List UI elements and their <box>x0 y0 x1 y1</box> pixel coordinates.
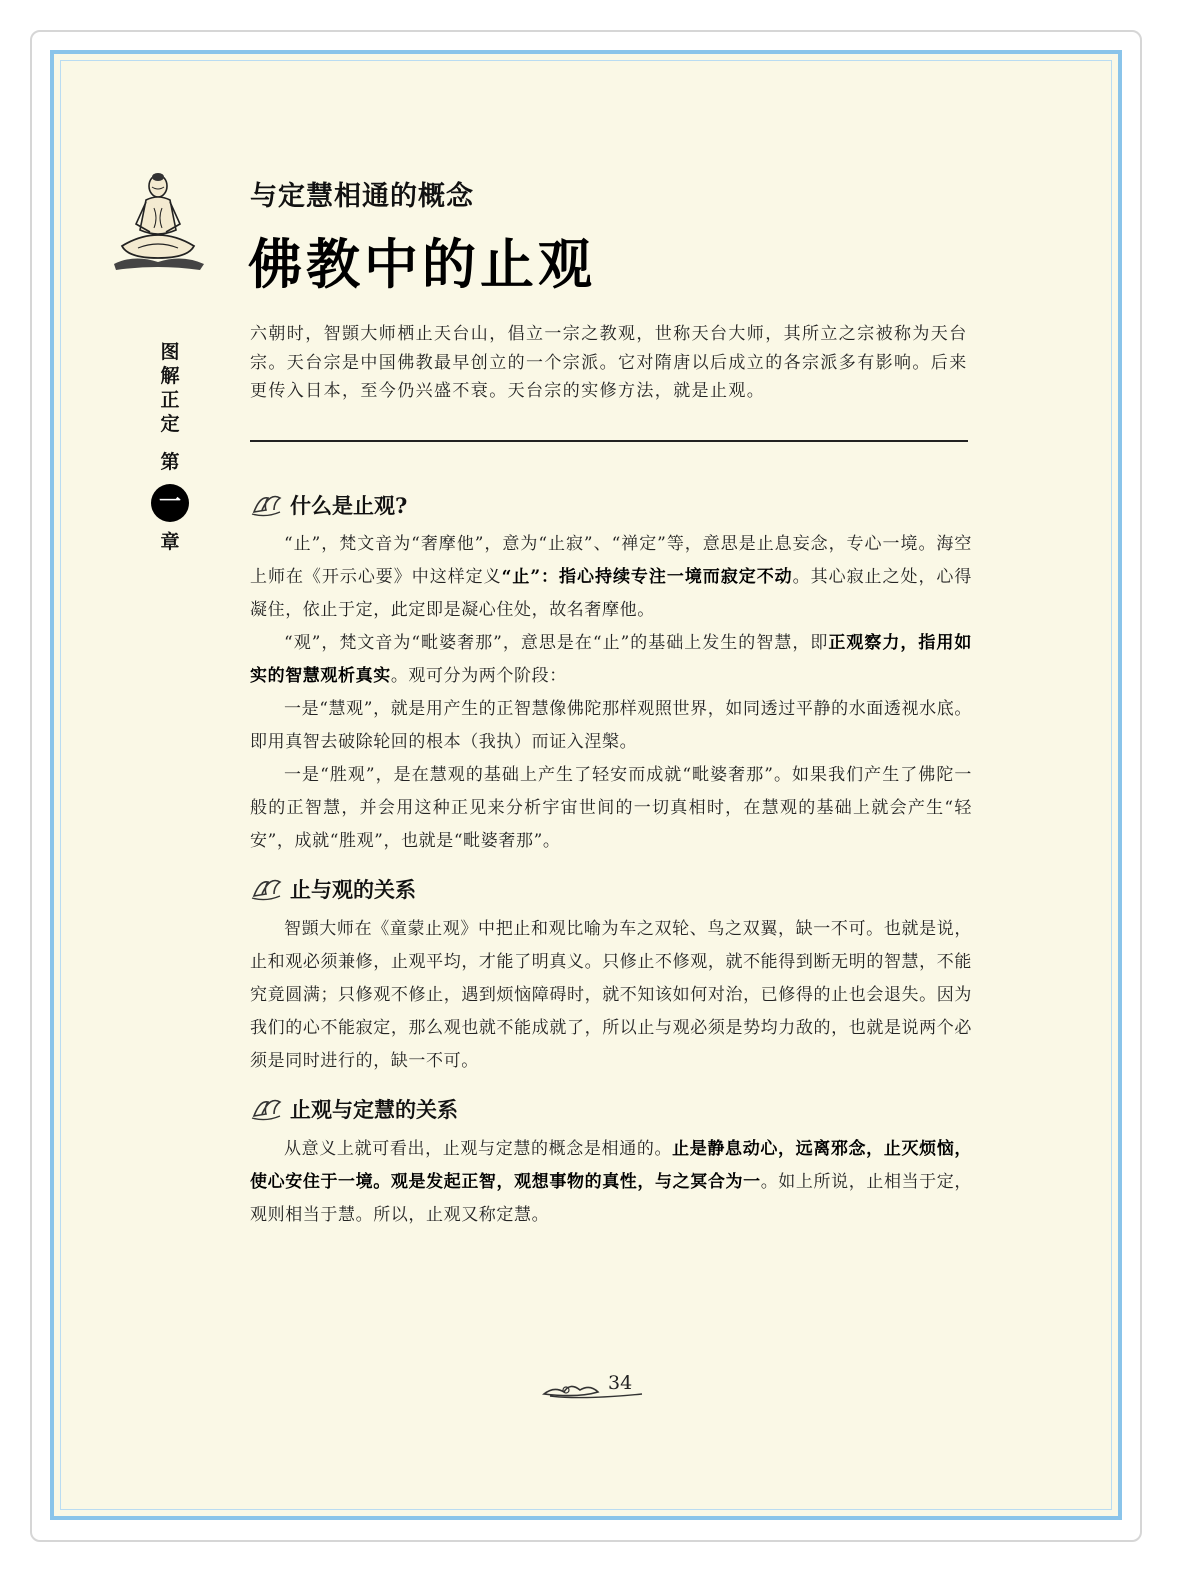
page-number: 34 <box>608 1372 633 1394</box>
chapter-number: 一 <box>158 490 181 515</box>
text-run: 。观可分为两个阶段： <box>390 666 567 686</box>
text-run: 一是“胜观”，是在慧观的基础上产生了轻安而成就“毗婆奢那”。如果我们产生了佛陀一般的正智慧，并会用这种正见来分析宇宙世间的一切真相时，在慧观的基础上就会产生“轻安”，成就“胜观”，也就是“毗婆奢那”。 <box>250 765 972 851</box>
section-paragraph <box>250 528 972 627</box>
text-run: 。其心寂止之处，心得凝住，依止于定，此定即是凝心住处，故名奢摩他。 <box>250 567 972 620</box>
lotus-icon <box>250 1096 284 1122</box>
section-heading-text: 止观与定慧的关系 <box>290 1097 458 1122</box>
section-paragraph <box>250 759 972 858</box>
page-subtitle: 与定慧相通的概念 <box>250 181 474 212</box>
section-paragraph <box>250 1133 972 1232</box>
section-paragraph <box>250 627 972 693</box>
side-char: 解 <box>160 365 180 387</box>
side-char: 正 <box>160 389 180 411</box>
buddha-icon <box>108 168 208 276</box>
chapter-prefix: 第 <box>160 451 180 473</box>
section-paragraph <box>250 693 972 759</box>
page-title: 佛教中的止观 <box>248 232 596 296</box>
section-heading <box>250 490 407 520</box>
side-char: 图 <box>160 341 180 363</box>
section-heading <box>250 1094 458 1124</box>
page-number-block <box>540 1370 650 1404</box>
text-run: 一是“慧观”，就是用产生的正智慧像佛陀那样观照世界，如同透过平静的水面透视水底。即用真智去破除轮回的根本（我执）而证入涅槃。 <box>250 699 972 752</box>
cloud-icon <box>540 1370 650 1404</box>
bold-text: 止是静息动心，远离邪念，止灭烦恼，使心安住于一境。观是发起正智，观想事物的真性，与之冥合为一 <box>250 1139 972 1192</box>
section-heading <box>250 874 416 904</box>
section-heading-text: 止与观的关系 <box>290 877 416 902</box>
chapter-suffix: 章 <box>160 531 180 553</box>
divider-rule <box>250 440 968 442</box>
lotus-icon <box>250 876 284 902</box>
text-run: 智顗大师在《童蒙止观》中把止和观比喻为车之双轮、鸟之双翼，缺一不可。也就是说，止和观必须兼修，止观平均，才能了明真义。只修止不修观，就不能得到断无明的智慧，不能究竟圆满；只修观不修止，遇到烦恼障碍时，就不知该如何对治，已修得的止也会退失。因为我们的心不能寂定，那么观也就不能成就了，所以止与观必须是势均力敌的，也就是说两个必须是同时进行的，缺一不可。 <box>250 919 972 1071</box>
lotus-icon <box>250 492 284 518</box>
text-run: “止”，梵文音为“奢摩他”，意为“止寂”、“禅定”等，意思是止息妄念，专心一境。海空上师在《开示心要》中这样定义 <box>250 534 972 587</box>
section-paragraph <box>250 913 972 1078</box>
text-run: 。如上所说，止相当于定，观则相当于慧。所以，止观又称定慧。 <box>250 1172 972 1225</box>
bold-text: 正观察力，指用如实的智慧观析真实 <box>250 633 972 686</box>
chapter-side-label <box>150 340 190 554</box>
intro-paragraph: 六朝时，智顗大师栖止天台山，倡立一宗之教观，世称天台大师，其所立之宗被称为天台宗。天台宗是中国佛教最早创立的一个宗派。它对隋唐以后成立的各宗派多有影响。后来更传入日本，至今仍兴盛不衰。天台宗的实修方法，就是止观。 <box>250 324 968 401</box>
chapter-number-badge <box>151 484 189 522</box>
section-heading-text: 什么是止观? <box>290 493 408 518</box>
text-run: “观”，梵文音为“毗婆奢那”，意思是在“止”的基础上发生的智慧，即 <box>284 633 829 653</box>
side-char: 定 <box>160 413 180 435</box>
bold-text: “止”：指心持续专注一境而寂定不动 <box>501 567 793 587</box>
text-run: 从意义上就可看出，止观与定慧的概念是相通的。 <box>284 1139 673 1159</box>
